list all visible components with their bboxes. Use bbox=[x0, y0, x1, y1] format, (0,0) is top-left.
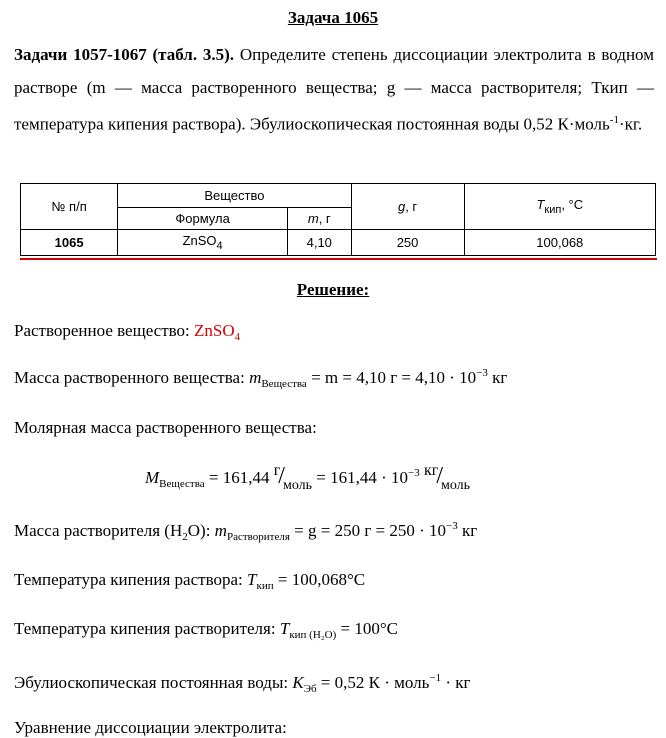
problem-text: Определите степень диссоциации электролита в водном растворе (m — масса растворенного вещества; g — масса растворителя; Ткип — температура кипения раствора). Эбулиоскопическая постоянная воды 0,52 К·моль bbox=[14, 45, 654, 134]
molar-formula: $M_{Вещества} = 161,44$ $г/_{моль} = 161,44 \cdot 10^{-3}$ $кг/_{моль}$ bbox=[145, 462, 471, 493]
cell-num: 1065 bbox=[21, 230, 118, 256]
dissociation-label: Уравнение диссоциации электролита: bbox=[14, 718, 287, 737]
solvent-line: Масса растворителя $(H_2O)$: $m_{Растворителя} = g = 250$ $г = 250 \cdot 10^{-3}$ кг bbox=[14, 520, 478, 543]
header-g: g, г bbox=[351, 184, 464, 230]
solution-title: Решение: bbox=[296, 280, 370, 299]
header-substance: Вещество bbox=[118, 184, 351, 208]
header-num: № п/п bbox=[21, 184, 118, 230]
header-formula: Формула bbox=[118, 208, 288, 230]
tsol-line: Температура кипения раствора: $T_{кип} = 100,068^\circ C$ bbox=[14, 570, 366, 592]
problem-sup: -1 bbox=[609, 114, 619, 126]
cell-m: 4,10 bbox=[287, 230, 351, 256]
table-row bbox=[21, 230, 656, 256]
dissolved-formula: ZnSO$_4$ bbox=[194, 321, 241, 343]
problem-tail: ·кг. bbox=[618, 114, 643, 134]
keb-line: Эбулиоскопическая постоянная воды: $K_{Эб} = 0,52$ К · моль$^{-1}$ · кг bbox=[14, 672, 471, 695]
mass-line: Масса растворенного вещества: $m_{Вещества} = m = 4,10$ $г = 4,10 \cdot 10^{-3}$ кг bbox=[14, 367, 508, 390]
header-m: m, г bbox=[287, 208, 351, 230]
cell-formula: ZnSO$_4$ bbox=[118, 230, 288, 256]
problem-ref: Задачи 1057-1067 (табл. 3.5). bbox=[14, 45, 235, 64]
page-title: Задача 1065 bbox=[287, 8, 379, 27]
tsolv-line: Температура кипения растворителя: $T_{кип (H_2O)} = 100^\circ C$ bbox=[14, 619, 398, 641]
molar-label: Молярная масса растворенного вещества: bbox=[14, 418, 317, 437]
table-underline bbox=[20, 258, 657, 260]
cell-t: 100,068 bbox=[464, 230, 655, 256]
cell-g: 250 bbox=[351, 230, 464, 256]
problem-statement bbox=[14, 38, 654, 141]
data-table bbox=[20, 183, 656, 256]
dissolved-line: Растворенное вещество: ZnSO$_4$ bbox=[14, 321, 241, 343]
header-t: $T_{кип}$, °С bbox=[464, 184, 655, 230]
